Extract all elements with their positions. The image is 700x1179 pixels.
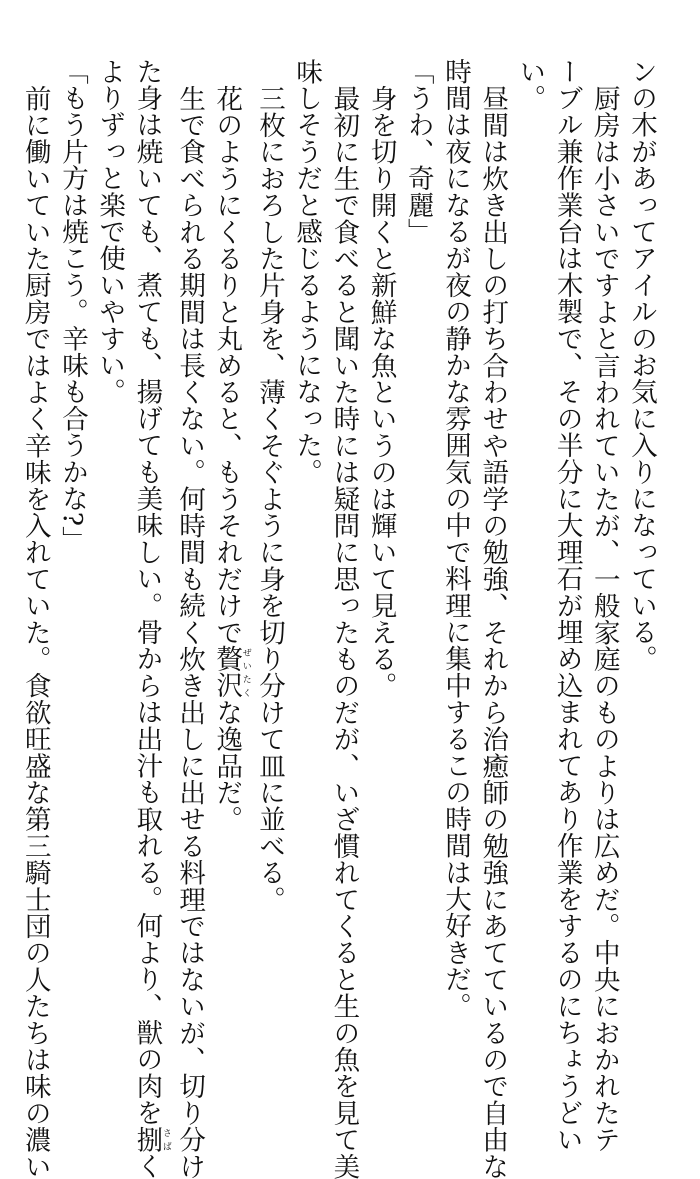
vertical-text-block [17, 58, 660, 1179]
dialogue-line: 「もう片方は焼こう。辛味も合うかな?」 [56, 58, 88, 554]
text-line: 最初に生で食べると聞いた時には疑問に思ったものだが、いざ慣れてくると生の魚を見て美 [328, 84, 360, 1179]
text-segment: 花のようにくるりと丸めると、もうそれだけで [211, 84, 243, 646]
ruby-reading: ぜいたく [240, 645, 251, 699]
text-line-with-ruby [208, 58, 251, 958]
text-line: 厨房は小さいですよと言われていたが、一般家庭のものよりは広めだ。中央におかれたテ [588, 84, 620, 1153]
text-line: 味しそうだと感じるようになった。 [291, 58, 323, 486]
text-line: 昼間は炊き出しの打ち合わせや語学の勉強、それから治癒師の勉強にあてているので自由な [477, 84, 509, 1179]
text-segment: た身は焼いても、煮ても、揚げても美味しい。骨からは出汁も取れる。何より、獣の肉を [131, 58, 163, 1126]
text-line: 三枚におろした片身を、薄くそぐように身を切り分けて皿に並べる。 [253, 84, 285, 913]
text-line: ーブル兼作業台は木製で、その半分に大理石が埋め込まれてあり作業をするのにちょうどい [551, 58, 583, 1153]
ruby-word [131, 1126, 171, 1153]
text-line: よりずっと楽で使いやすい。 [94, 58, 126, 406]
ruby-reading: さば [160, 1126, 171, 1153]
text-line: ンの木があってアイルのお気に入りになっている。 [626, 58, 657, 673]
text-line: 生で食べられる期間は長くない。何時間も続く炊き出しに出せる料理ではないが、切り分け [174, 84, 206, 1179]
ruby-base: 捌 [131, 1126, 163, 1153]
ruby-word [211, 645, 251, 699]
text-line: 前に働いていた厨房ではよく辛味を入れていた。食欲旺盛な第三騎士団の人たちは味の濃い [19, 84, 51, 1179]
text-line-with-ruby [128, 58, 171, 1179]
text-segment: く [131, 1152, 163, 1179]
dialogue-line: 「うわ、奇麗」 [402, 58, 434, 245]
text-line: 身を切り開くと新鮮な魚というのは輝いて見える。 [365, 84, 397, 699]
ruby-base: 贅沢 [211, 645, 243, 699]
text-segment: な逸品だ。 [211, 698, 243, 833]
text-line: 時間は夜になるが夜の静かな雰囲気の中で料理に集中するこの時間は大好きだ。 [439, 58, 471, 1020]
text-line: い。 [514, 58, 546, 112]
